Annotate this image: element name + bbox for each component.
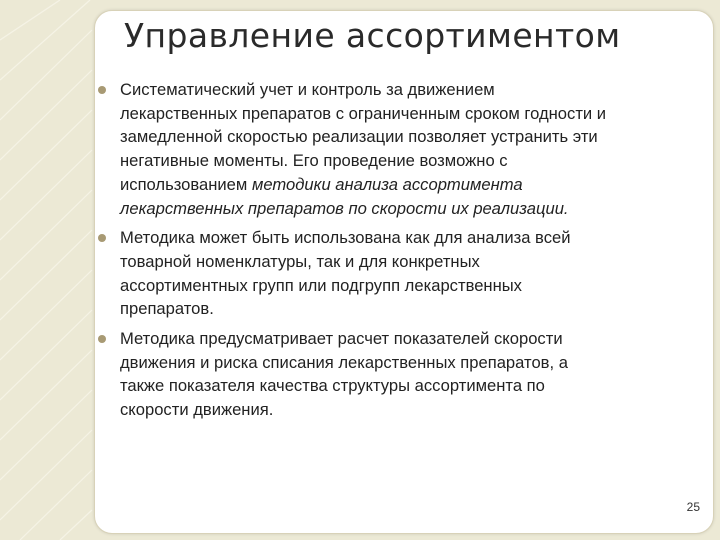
bullet-text-line: негативные моменты. Его проведение возможно с <box>120 151 508 171</box>
bullet-text-italic: лекарственных препаратов по скорости их реализации. <box>120 198 569 218</box>
bullet-list <box>120 78 718 428</box>
bullet-text-line: также показателя качества структуры ассортимента по <box>120 376 545 396</box>
bullet-text-line: ассортиментных групп или подгрупп лекарственных <box>120 275 522 295</box>
bullet-text-line: Методика может быть использована как для анализа всей <box>120 228 571 248</box>
bullet-text-line: товарной номенклатуры, так и для конкретных <box>120 251 480 271</box>
bullet-text-line: замедленной скоростью реализации позволяет устранить эти <box>120 127 598 147</box>
bullet-text-line: движения и риска списания лекарственных препаратов, а <box>120 352 568 372</box>
bullet-item <box>120 78 718 220</box>
bullet-item <box>120 327 718 422</box>
bullet-text-line: скорости движения. <box>120 400 274 420</box>
bullet-marker-icon <box>98 335 106 343</box>
bullet-text-line: Методика предусматривает расчет показателей скорости <box>120 329 563 349</box>
bullet-marker-icon <box>98 86 106 94</box>
bullet-text-line: препаратов. <box>120 299 214 319</box>
bullet-text-line <box>120 173 718 197</box>
bullet-text-plain: использованием <box>120 174 252 194</box>
slide-title: Управление ассортиментом <box>124 16 621 55</box>
bullet-item <box>120 226 718 321</box>
bullet-text-italic: методики анализа ассортимента <box>251 174 523 194</box>
bullet-text-line: лекарственных препаратов с ограниченным сроком годности и <box>120 103 607 123</box>
page-number: 25 <box>686 500 700 514</box>
bullet-text-line: Систематический учет и контроль за движением <box>120 80 495 99</box>
